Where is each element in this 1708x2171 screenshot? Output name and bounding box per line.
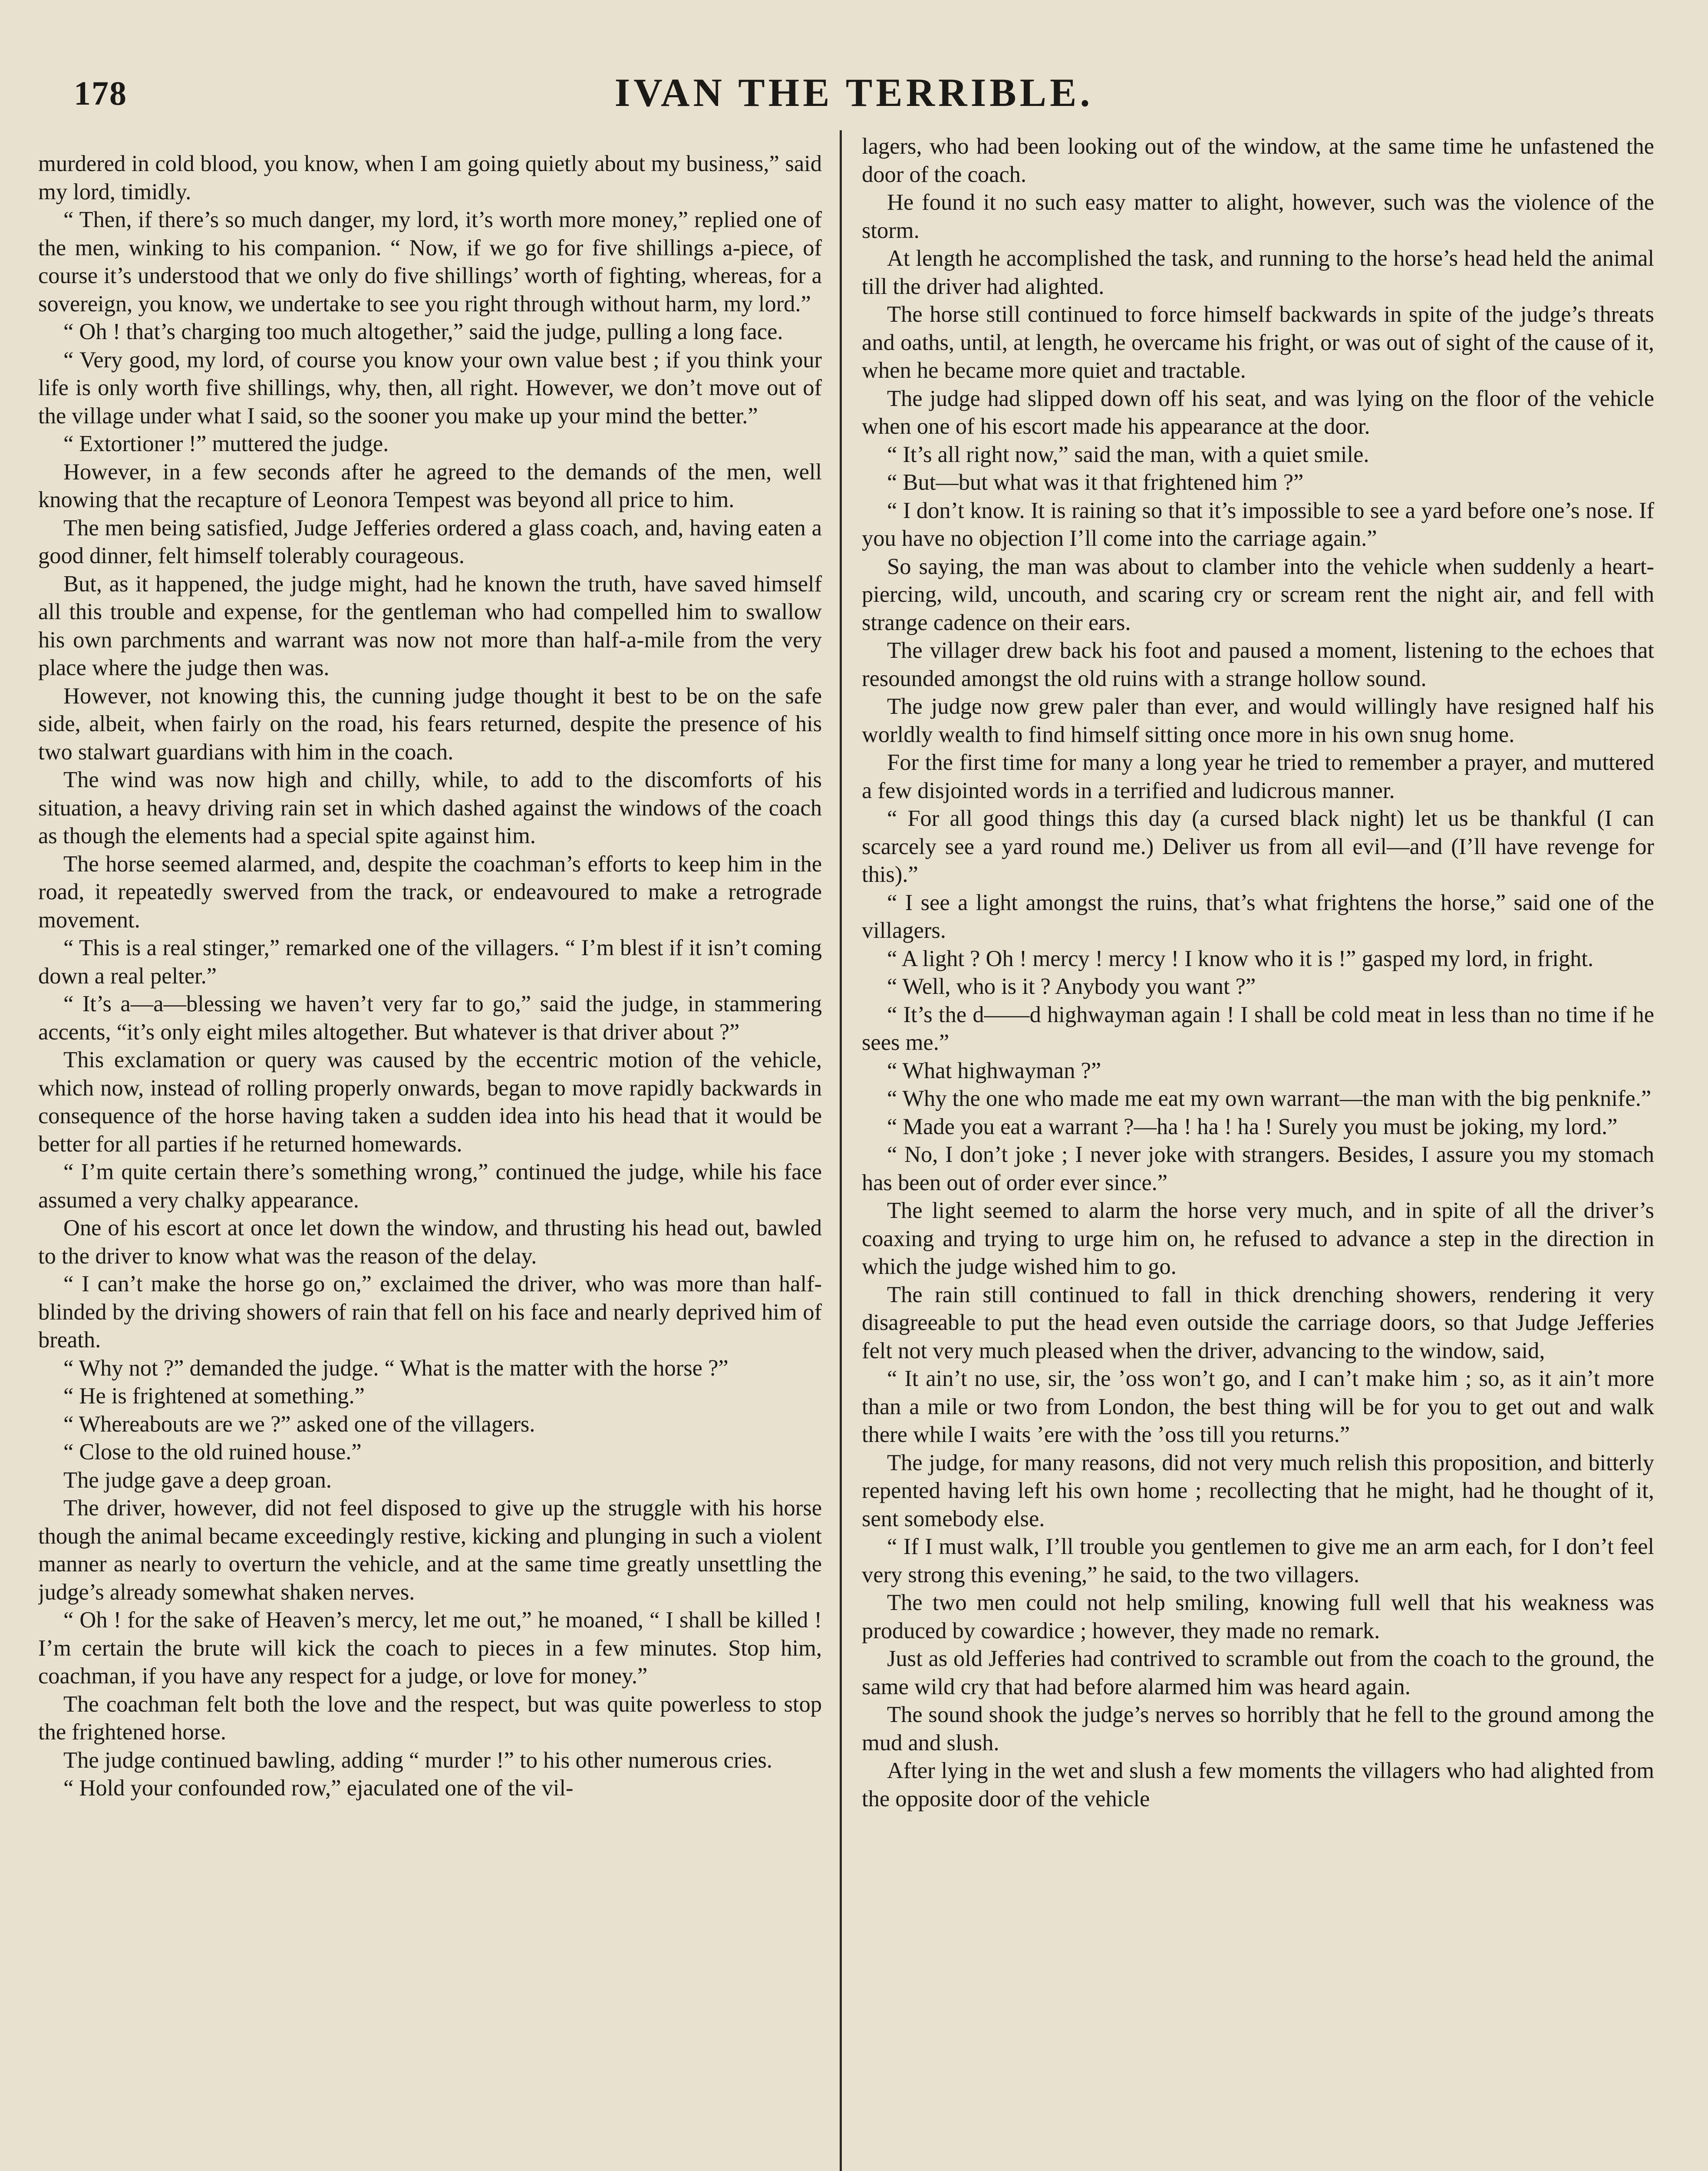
paragraph: The horse still continued to force himself backwards in spite of the judge’s threats and oaths, until, at length, he overcame his fright, or was out of sight of the cause of it, when he became more quiet and tractable. <box>862 302 1654 383</box>
paragraph: “ This is a real stinger,” remarked one of the villagers. “ I’m blest if it isn’t coming down a real pelter.” <box>38 935 822 989</box>
paragraph: murdered in cold blood, you know, when I am going quietly about my business,” said my lord, timidly. <box>38 151 822 205</box>
paragraph: “ I can’t make the horse go on,” exclaimed the driver, who was more than half-blinded by the driving showers of rain that fell on his face and nearly deprived him of breath. <box>38 1271 822 1353</box>
paragraph: “ For all good things this day (a cursed black night) let us be thankful (I can scarcely see a yard round me.) Deliver us from all evil—and (I’ll have revenge for this).” <box>862 806 1654 887</box>
paragraph: One of his escort at once let down the window, and thrusting his head out, bawled to the driver to know what was the reason of the delay. <box>38 1215 822 1269</box>
paragraph: The judge now grew paler than ever, and would willingly have resigned half his worldly wealth to find himself sitting once more in his own snug home. <box>862 694 1654 747</box>
paragraph: “ But—but what was it that frightened him ?” <box>887 470 1304 495</box>
page-number: 178 <box>74 74 127 112</box>
left-text-column <box>38 150 822 2171</box>
running-title: IVAN THE TERRIBLE. <box>614 70 1094 115</box>
paragraph: “ Hold your confounded row,” ejaculated one of the vil- <box>63 1775 574 1801</box>
paragraph: “ Why the one who made me eat my own warrant—the man with the big penknife.” <box>887 1086 1652 1111</box>
paragraph: The wind was now high and chilly, while, to add to the discomforts of his situation, a heavy driving rain set in which dashed against the windows of the coach as though the elements had a special spite against him. <box>38 767 822 848</box>
paragraph: lagers, who had been looking out of the window, at the same time he unfastened the door of the coach. <box>862 134 1654 187</box>
paragraph: “ No, I don’t joke ; I never joke with strangers. Besides, I assure you my stomach has been out of order ever since.” <box>862 1142 1654 1195</box>
paragraph: After lying in the wet and slush a few moments the villagers who had alighted from the opposite door of the vehicle <box>862 1758 1654 1811</box>
paragraph: So saying, the man was about to clamber into the vehicle when suddenly a heart-piercing, wild, uncouth, and scaring cry or scream rent the night air, and fell with strange cadence on their ears. <box>862 554 1654 635</box>
paragraph: The judge continued bawling, adding “ murder !” to his other numerous cries. <box>63 1747 772 1773</box>
paragraph: “ Then, if there’s so much danger, my lord, it’s worth more money,” replied one of the men, winking to his companion. “ Now, if we go for five shillings a-piece, of course it’s understood that we only do five shillings’ worth of fighting, whereas, for a sovereign, you know, we undertake to see you right through without harm, my lord.” <box>38 207 822 317</box>
paragraph: Just as old Jefferies had contrived to scramble out from the coach to the ground, the same wild cry that had before alarmed him was heard again. <box>862 1646 1654 1699</box>
paragraph: “ It ain’t no use, sir, the ’oss won’t go, and I can’t make him ; so, as it ain’t more than a mile or two from London, the best thing will be for you to get out and walk there while I waits ’ere with the ’oss till you returns.” <box>862 1366 1654 1447</box>
paragraph: The light seemed to alarm the horse very much, and in spite of all the driver’s coaxing and trying to urge him on, he refused to advance a step in the direction in which the judge wished him to go. <box>862 1198 1654 1279</box>
paragraph: The horse seemed alarmed, and, despite the coachman’s efforts to keep him in the road, it repeatedly swerved from the track, or endeavoured to make a retrograde movement. <box>38 851 822 933</box>
paragraph: The judge had slipped down off his seat, and was lying on the floor of the vehicle when one of his escort made his appearance at the door. <box>862 386 1654 439</box>
paragraph: He found it no such easy matter to alight, however, such was the violence of the storm. <box>862 190 1654 243</box>
paragraph: “ I see a light amongst the ruins, that’s what frightens the horse,” said one of the villagers. <box>862 890 1654 943</box>
paragraph: The men being satisfied, Judge Jefferies ordered a glass coach, and, having eaten a good dinner, felt himself tolerably courageous. <box>38 515 822 568</box>
paragraph: However, not knowing this, the cunning judge thought it best to be on the safe side, albeit, when fairly on the road, his fears returned, despite the presence of his two stalwart guardians with him in the coach. <box>38 683 822 765</box>
paragraph: “ Well, who is it ? Anybody you want ?” <box>887 974 1256 999</box>
paragraph: “ Made you eat a warrant ?—ha ! ha ! ha ! Surely you must be joking, my lord.” <box>887 1114 1618 1139</box>
paragraph: The sound shook the judge’s nerves so horribly that he fell to the ground among the mud and slush. <box>862 1702 1654 1755</box>
paragraph: “ It’s a—a—blessing we haven’t very far to go,” said the judge, in stammering accents, “it’s only eight miles altogether. But whatever is that driver about ?” <box>38 991 822 1045</box>
paragraph: “ I don’t know. It is raining so that it’s impossible to see a yard before one’s nose. If you have no objection I’ll come into the carriage again.” <box>862 498 1654 551</box>
paragraph: The coachman felt both the love and the respect, but was quite powerless to stop the frightened horse. <box>38 1691 822 1745</box>
paragraph: “ It’s the d——d highwayman again ! I shall be cold meat in less than no time if he sees me.” <box>862 1002 1654 1055</box>
paragraph: “ Very good, my lord, of course you know your own value best ; if you think your life is only worth five shillings, why, then, all right. However, we don’t move out of the village under what I said, so the sooner you make up your mind the better.” <box>38 347 822 429</box>
paragraph: But, as it happened, the judge might, had he known the truth, have saved himself all this trouble and expense, for the gentleman who had compelled him to swallow his own parchments and warrant was now not more than half-a-mile from the very place where the judge then was. <box>38 571 822 680</box>
paragraph: The driver, however, did not feel disposed to give up the struggle with his horse though the animal became exceedingly restive, kicking and plunging in such a violent manner as nearly to overturn the vehicle, and at the same time greatly unsettling the judge’s already somewhat shaken nerves. <box>38 1495 822 1605</box>
paragraph: “ A light ? Oh ! mercy ! mercy ! I know who it is !” gasped my lord, in fright. <box>887 946 1594 971</box>
paragraph: “ What highwayman ?” <box>887 1058 1101 1083</box>
column-divider <box>840 130 842 2171</box>
paragraph: “ If I must walk, I’ll trouble you gentlemen to give me an arm each, for I don’t feel very strong this evening,” he said, to the two villagers. <box>862 1534 1654 1587</box>
paragraph: The villager drew back his foot and paused a moment, listening to the echoes that resounded amongst the old ruins with a strange hollow sound. <box>862 638 1654 691</box>
paragraph: “ I’m quite certain there’s something wrong,” continued the judge, while his face assumed a very chalky appearance. <box>38 1159 822 1213</box>
paragraph: “ It’s all right now,” said the man, with a quiet smile. <box>887 442 1369 467</box>
paragraph: For the first time for many a long year he tried to remember a prayer, and muttered a few disjointed words in a terrified and ludicrous manner. <box>862 750 1654 803</box>
paragraph: The two men could not help smiling, knowing full well that his weakness was produced by cowardice ; however, they made no remark. <box>862 1590 1654 1643</box>
paragraph: “ Whereabouts are we ?” asked one of the villagers. <box>63 1411 535 1437</box>
paragraph: “ Oh ! that’s charging too much altogether,” said the judge, pulling a long face. <box>63 319 783 344</box>
right-text-column <box>862 132 1654 2171</box>
paragraph: The judge gave a deep groan. <box>63 1467 332 1493</box>
paragraph: The rain still continued to fall in thick drenching showers, rendering it very disagreeable to put the head even outside the carriage doors, so that Judge Jefferies felt not very much pleased when the driver, advancing to the window, said, <box>862 1282 1654 1363</box>
paragraph: “ Extortioner !” muttered the judge. <box>63 431 389 456</box>
paragraph: However, in a few seconds after he agreed to the demands of the men, well knowing that the recapture of Leonora Tempest was beyond all price to him. <box>38 459 822 512</box>
paragraph: “ He is frightened at something.” <box>63 1383 365 1409</box>
paragraph: “ Oh ! for the sake of Heaven’s mercy, let me out,” he moaned, “ I shall be killed ! I’m certain the brute will kick the coach to pieces in a few minutes. Stop him, coachman, if you have any respect for a judge, or love for money.” <box>38 1607 822 1689</box>
paragraph: “ Why not ?” demanded the judge. “ What is the matter with the horse ?” <box>63 1355 729 1381</box>
paragraph: This exclamation or query was caused by the eccentric motion of the vehicle, which now, instead of rolling properly onwards, began to move rapidly backwards in consequence of the horse having taken a sudden idea into his head that it would be better for all parties if he returned homewards. <box>38 1047 822 1157</box>
paragraph: At length he accomplished the task, and running to the horse’s head held the animal till the driver had alighted. <box>862 246 1654 299</box>
paragraph: “ Close to the old ruined house.” <box>63 1439 362 1465</box>
page-header <box>0 65 1708 122</box>
paragraph: The judge, for many reasons, did not very much relish this proposition, and bitterly repented having left his own home ; recollecting that he might, had he thought of it, sent somebody else. <box>862 1450 1654 1531</box>
